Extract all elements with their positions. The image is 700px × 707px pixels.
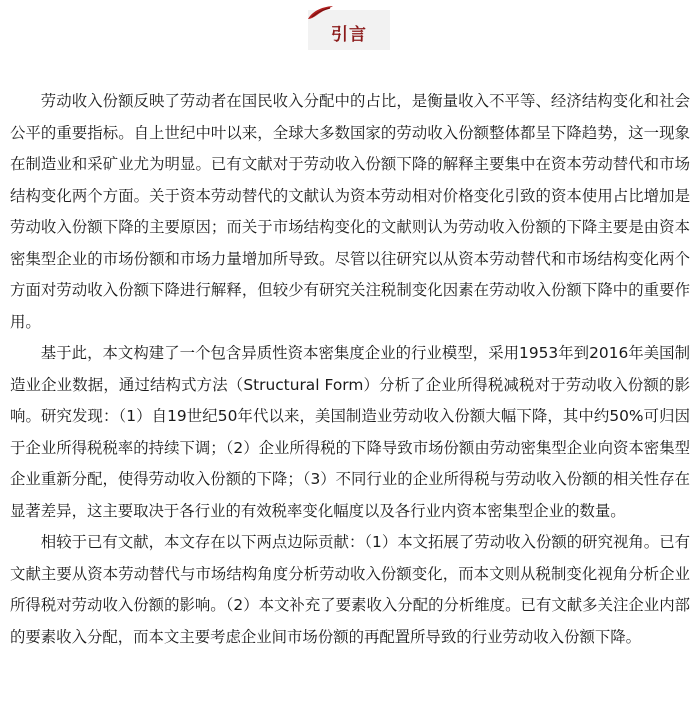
paragraph-findings: 基于此，本文构建了一个包含异质性资本密集度企业的行业模型，采用1953年到2016年美国制造业企业数据，通过结构式方法（Structural Form）分析了企业所得税减税对于劳动收入份额的影响。研究发现：（1）自19世纪50年代以来，美国制造业劳动收入份额大幅下降，其中约50%可归因于企业所得税税率的持续下调；（2）企业所得税的下降导致市场份额由劳动密集型企业向资本密集型企业重新分配，使得劳动收入份额的下降；（3）不同行业的企业所得税与劳动收入份额的相关性存在显著差异，这主要取决于各行业的有效税率变化幅度以及各行业内资本密集型企业的数量。	[10, 344, 690, 520]
article-body	[10, 86, 690, 653]
section-header	[0, 0, 700, 62]
paragraph-contributions: 相较于已有文献，本文存在以下两点边际贡献：（1）本文拓展了劳动收入份额的研究视角。已有文献主要从资本劳动替代与市场结构角度分析劳动收入份额变化，而本文则从税制变化视角分析企业所得税对劳动收入份额的影响。（2）本文补充了要素收入分配的分析维度。已有文献多关注企业内部的要素收入分配，而本文主要考虑企业间市场份额的再配置所导致的行业劳动收入份额下降。	[10, 533, 690, 646]
section-title: 引言	[331, 24, 367, 45]
section-title-box	[308, 10, 390, 50]
paragraph-intro: 劳动收入份额反映了劳动者在国民收入分配中的占比，是衡量收入不平等、经济结构变化和社会公平的重要指标。自上世纪中叶以来，全球大多数国家的劳动收入份额整体都呈下降趋势，这一现象在制造业和采矿业尤为明显。已有文献对于劳动收入份额下降的解释主要集中在资本劳动替代和市场结构变化两个方面。关于资本劳动替代的文献认为资本劳动相对价格变化引致的资本使用占比增加是劳动收入份额下降的主要原因；而关于市场结构变化的文献则认为劳动收入份额的下降主要是由资本密集型企业的市场份额和市场力量增加所导致。尽管以往研究以从资本劳动替代和市场结构变化两个方面对劳动收入份额下降进行解释，但较少有研究关注税制变化因素在劳动收入份额下降中的重要作用。	[10, 92, 690, 331]
